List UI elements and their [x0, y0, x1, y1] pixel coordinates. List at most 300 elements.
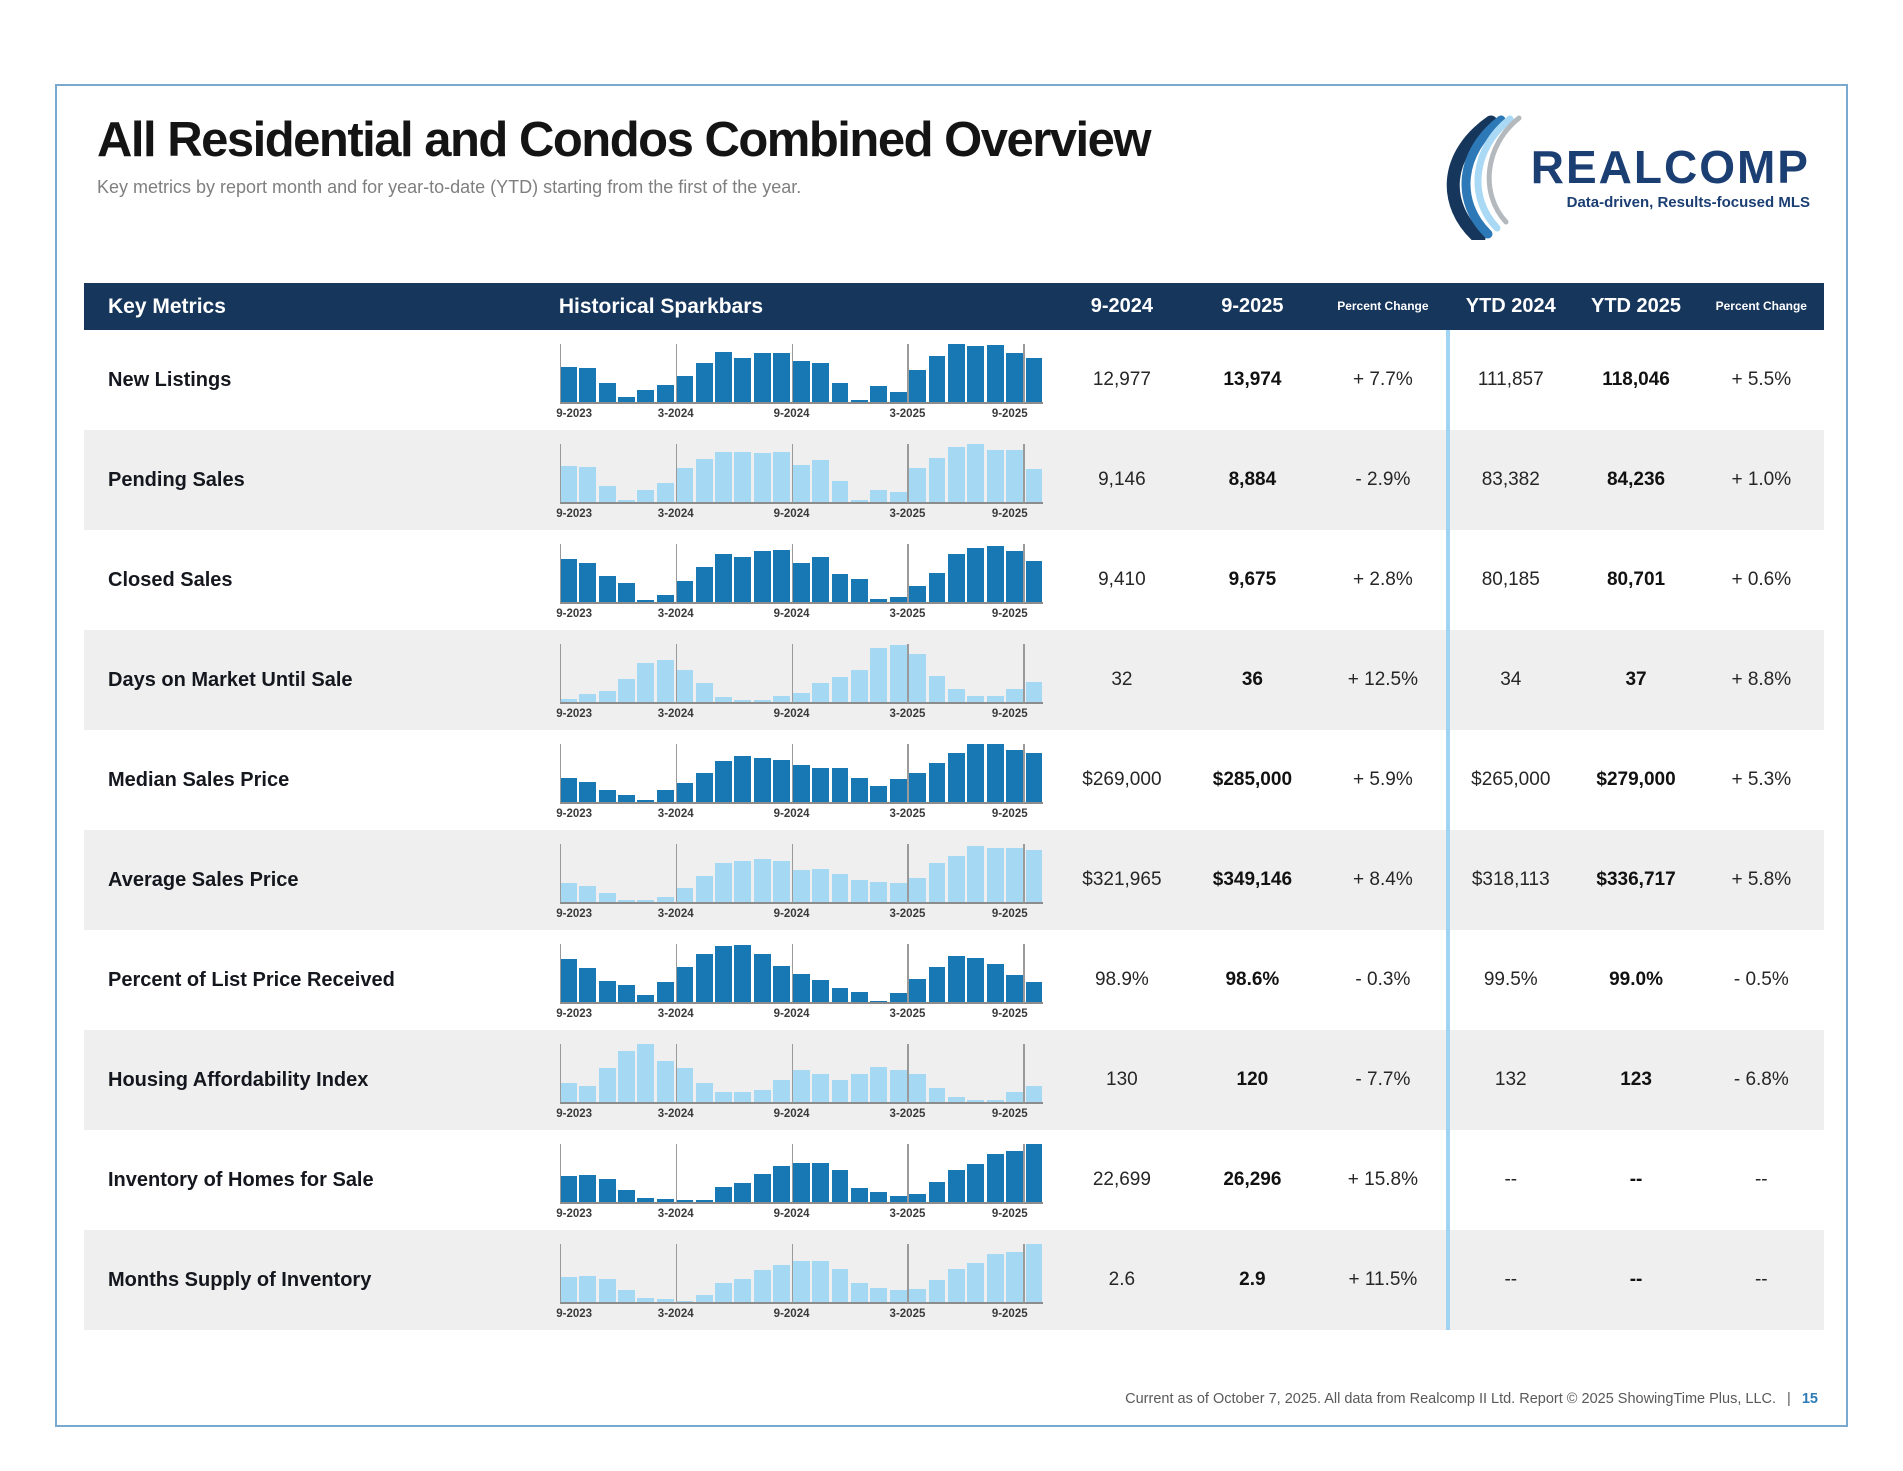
sparkbar-bar — [870, 1288, 887, 1303]
sparkbar-bar — [734, 452, 751, 502]
sparkbar-gridline — [792, 444, 794, 503]
sparkbar-bar — [734, 358, 751, 402]
sparkbar-bar — [657, 982, 674, 1002]
sparkbar-bar — [637, 600, 654, 602]
sparkbar-gridline — [1023, 644, 1025, 703]
table-body — [84, 330, 1824, 1330]
metric-label: Average Sales Price — [108, 868, 299, 891]
sparkbar-bar — [696, 773, 713, 802]
sparkbar-bar — [793, 1261, 810, 1302]
axis-tick-label: 3-2024 — [657, 808, 694, 820]
sparkbar-bar — [715, 946, 732, 1002]
sparkbar-bar — [637, 390, 654, 402]
sparkbar-bar — [948, 956, 965, 1002]
sparkbar-gridline — [676, 1144, 678, 1203]
sparkbar-bar — [870, 490, 887, 502]
table-row — [84, 830, 1824, 930]
sparkbar-bar — [1006, 353, 1023, 402]
sparkbar-bar — [1006, 750, 1023, 802]
header-percent-change: Percent Change — [1337, 298, 1429, 313]
sparkbar-bar — [560, 959, 577, 1003]
value-percent-change: - 7.7% — [1355, 1069, 1411, 1090]
sparkbar-bar — [812, 363, 829, 402]
value-9-2024: 9,146 — [1098, 469, 1146, 490]
sparkbar-bar — [579, 1276, 596, 1302]
value-9-2025: 13,974 — [1223, 369, 1282, 390]
sparkbar-gridline — [560, 944, 562, 1003]
sparkbar-gridline — [1023, 1244, 1025, 1303]
sparkbar-bar — [734, 1279, 751, 1302]
sparkbar-bar — [637, 663, 654, 702]
sparkbar-bar — [696, 1295, 713, 1302]
report-footer — [1125, 1391, 1818, 1407]
sparkbar-bar — [1006, 689, 1023, 702]
sparkbar-bar — [715, 1092, 732, 1102]
sparkbar-bar — [715, 863, 732, 902]
sparkbar-bar — [832, 768, 849, 802]
sparkbar-bar — [890, 597, 907, 602]
metric-label: Closed Sales — [108, 568, 233, 591]
sparkbar-bar — [890, 1290, 907, 1302]
sparkbar-bar — [967, 444, 984, 502]
axis-tick-label: 9-2025 — [991, 1208, 1028, 1220]
value-percent-change: - 2.9% — [1355, 469, 1411, 490]
sparkbar-bar — [851, 1074, 868, 1102]
sparkbar-gridline — [1023, 1144, 1025, 1203]
header-9-2024: 9-2024 — [1090, 295, 1154, 317]
sparkbar-bar — [773, 696, 790, 702]
sparkbar-bar — [560, 367, 577, 402]
sparkbar-bar — [599, 981, 616, 1002]
sparkbar-bar — [618, 795, 635, 802]
value-percent-change: + 8.4% — [1353, 869, 1413, 890]
value-ytd-percent-change: + 0.6% — [1731, 569, 1792, 590]
sparkbar-bar — [909, 1289, 926, 1302]
sparkbar-gridline — [1023, 1044, 1025, 1103]
sparkbar-bar — [832, 1269, 849, 1302]
sparkbar-bar — [812, 1163, 829, 1202]
sparkbar-bar — [734, 756, 751, 802]
value-ytd-2024: 99.5% — [1483, 969, 1538, 990]
sparkbar-axis-labels — [556, 408, 1043, 423]
sparkbar-bar — [793, 765, 810, 802]
sparkbar-bars — [560, 1144, 1043, 1202]
axis-tick-label: 9-2024 — [773, 1208, 810, 1220]
sparkbar-bar — [715, 452, 732, 502]
sparkbar-bar — [967, 1263, 984, 1302]
sparkbar-bar — [657, 483, 674, 502]
sparkbar-bars — [560, 844, 1043, 902]
value-ytd-percent-change: - 6.8% — [1733, 1069, 1789, 1090]
axis-tick-label: 9-2023 — [556, 1008, 593, 1020]
axis-tick-label: 3-2024 — [657, 908, 694, 920]
value-9-2025: $285,000 — [1212, 769, 1293, 790]
value-percent-change: + 2.8% — [1353, 569, 1413, 590]
sparkbar-bar — [657, 1061, 674, 1102]
sparkbar-bar — [773, 861, 790, 902]
sparkbar-bar — [1026, 982, 1043, 1002]
sparkbar-gridline — [792, 844, 794, 903]
sparkbar-bar — [754, 954, 771, 1002]
header-ytd-percent-change: Percent Change — [1715, 298, 1807, 313]
value-9-2024: 12,977 — [1092, 369, 1151, 390]
sparkbar-bar — [676, 670, 693, 702]
table-row — [84, 1130, 1824, 1230]
sparkbar-gridline — [560, 1144, 562, 1203]
sparkbar-gridline — [907, 1144, 909, 1203]
sparkbar-bar — [967, 958, 984, 1002]
sparkbar-bar — [851, 500, 868, 502]
sparkbar-bar — [618, 1190, 635, 1202]
sparkbar-bar — [560, 883, 577, 902]
sparkbar-bar — [773, 550, 790, 602]
sparkbar-chart — [547, 1130, 1057, 1230]
sparkbar-bar — [987, 1100, 1004, 1102]
footer-text: Current as of October 7, 2025. All data from Realcomp II Ltd. Report © 2025 ShowingTime Plus, LLC. — [1125, 1391, 1777, 1407]
sparkbar-bar — [696, 1083, 713, 1102]
axis-tick-label: 3-2024 — [657, 1108, 694, 1120]
axis-tick-label: 9-2024 — [773, 508, 810, 520]
axis-tick-label: 3-2025 — [889, 708, 926, 720]
sparkbar-bar — [909, 773, 926, 802]
axis-tick-label: 3-2024 — [657, 608, 694, 620]
sparkbar-bar — [832, 988, 849, 1003]
sparkbar-gridline — [560, 744, 562, 803]
sparkbar-gridline — [676, 944, 678, 1003]
sparkbar-gridline — [1023, 844, 1025, 903]
sparkbar-bar — [1006, 450, 1023, 502]
axis-tick-label: 9-2025 — [991, 1308, 1028, 1320]
sparkbar-bar — [696, 459, 713, 503]
sparkbar-bar — [599, 691, 616, 702]
axis-tick-label: 3-2024 — [657, 508, 694, 520]
sparkbar-bar — [773, 1080, 790, 1102]
sparkbar-bar — [1026, 1086, 1043, 1102]
sparkbar-bar — [734, 945, 751, 1002]
sparkbar-bar — [967, 1100, 984, 1102]
sparkbar-bar — [715, 554, 732, 602]
logo-swoosh-icon — [1431, 114, 1527, 240]
sparkbar-axis-labels — [556, 608, 1043, 623]
sparkbar-bar — [599, 383, 616, 402]
sparkbar-gridline — [560, 444, 562, 503]
sparkbar-bar — [987, 848, 1004, 902]
value-9-2024: 22,699 — [1092, 1169, 1151, 1190]
axis-tick-label: 3-2024 — [657, 1008, 694, 1020]
header-ytd-2025: YTD 2025 — [1591, 295, 1682, 317]
sparkbar-bar — [754, 758, 771, 802]
sparkbar-bar — [560, 1277, 577, 1302]
sparkbar-axis-labels — [556, 1208, 1043, 1223]
sparkbar-bar — [909, 979, 926, 1002]
value-percent-change: + 11.5% — [1348, 1269, 1418, 1290]
sparkbar-chart — [547, 630, 1057, 730]
sparkbar-bar — [832, 574, 849, 602]
sparkbar-bar — [637, 800, 654, 802]
sparkbar-bar — [793, 465, 810, 502]
sparkbar-bar — [967, 846, 984, 902]
sparkbar-bar — [890, 993, 907, 1002]
sparkbar-bar — [1026, 1144, 1043, 1202]
sparkbar-bar — [987, 964, 1004, 1002]
sparkbar-axis-labels — [556, 1108, 1043, 1123]
sparkbar-bar — [832, 874, 849, 902]
value-9-2025: $349,146 — [1212, 869, 1293, 890]
sparkbar-bar — [1006, 848, 1023, 902]
sparkbar-bar — [870, 386, 887, 402]
sparkbar-bar — [870, 786, 887, 802]
sparkbar-bar — [676, 967, 693, 1002]
sparkbar-bar — [948, 1269, 965, 1302]
sparkbar-axis-labels — [556, 908, 1043, 923]
sparkbar-bar — [754, 700, 771, 702]
axis-tick-label: 3-2025 — [889, 1308, 926, 1320]
value-ytd-2025: -- — [1629, 1169, 1643, 1190]
axis-tick-label: 9-2025 — [991, 508, 1028, 520]
table-row — [84, 530, 1824, 630]
sparkbar-gridline — [907, 944, 909, 1003]
axis-tick-label: 3-2025 — [889, 608, 926, 620]
metric-label: Median Sales Price — [108, 768, 290, 791]
axis-tick-label: 9-2024 — [773, 1008, 810, 1020]
sparkbar-gridline — [1023, 344, 1025, 403]
table-row — [84, 1230, 1824, 1330]
sparkbar-chart — [547, 830, 1057, 930]
value-ytd-2024: $318,113 — [1471, 869, 1550, 890]
sparkbar-gridline — [792, 1244, 794, 1303]
sparkbar-bar — [696, 683, 713, 702]
sparkbar-gridline — [907, 444, 909, 503]
sparkbar-bar — [870, 1192, 887, 1202]
value-9-2024: 9,410 — [1098, 569, 1146, 590]
sparkbar-bar — [618, 583, 635, 602]
sparkbar-bar — [773, 1265, 790, 1302]
sparkbar-axis-labels — [556, 1308, 1043, 1323]
sparkbar-bar — [929, 676, 946, 702]
sparkbar-bar — [948, 1097, 965, 1102]
sparkbar-gridline — [560, 1244, 562, 1303]
sparkbar-bar — [1026, 469, 1043, 502]
sparkbar-gridline — [1023, 944, 1025, 1003]
axis-tick-label: 9-2023 — [556, 1308, 593, 1320]
sparkbar-gridline — [676, 644, 678, 703]
sparkbar-axis-labels — [556, 508, 1043, 523]
sparkbar-bar — [734, 1092, 751, 1102]
value-ytd-2024: 34 — [1500, 669, 1522, 690]
axis-tick-label: 9-2025 — [991, 708, 1028, 720]
header-9-2025: 9-2025 — [1221, 295, 1284, 317]
sparkbar-bar — [987, 1154, 1004, 1202]
sparkbar-bar — [948, 689, 965, 702]
sparkbar-bar — [773, 452, 790, 502]
value-ytd-2024: -- — [1504, 1269, 1518, 1290]
sparkbar-bar — [793, 1070, 810, 1102]
axis-tick-label: 9-2025 — [991, 1008, 1028, 1020]
sparkbar-bar — [812, 460, 829, 502]
sparkbar-bar — [734, 557, 751, 602]
metric-label: Pending Sales — [108, 468, 245, 491]
sparkbar-bar — [618, 397, 635, 402]
value-9-2025: 9,675 — [1228, 569, 1277, 590]
value-9-2024: $269,000 — [1082, 769, 1162, 790]
sparkbar-bar — [870, 1001, 887, 1002]
value-ytd-percent-change: + 5.8% — [1731, 869, 1792, 890]
ytd-divider-line — [1446, 330, 1450, 1330]
sparkbar-bar — [657, 897, 674, 902]
value-ytd-2025: 80,701 — [1606, 569, 1666, 590]
logo-name: REALCOMP — [1530, 140, 1810, 193]
sparkbar-bar — [851, 579, 868, 602]
sparkbar-bar — [909, 1074, 926, 1102]
sparkbar-bar — [754, 353, 771, 402]
value-9-2024: $321,965 — [1082, 869, 1162, 890]
sparkbar-gridline — [560, 544, 562, 603]
sparkbar-bar — [948, 344, 965, 402]
axis-tick-label: 3-2024 — [657, 408, 694, 420]
sparkbar-bar — [579, 694, 596, 702]
sparkbar-axis-labels — [556, 708, 1043, 723]
sparkbar-bar — [773, 353, 790, 402]
footer-separator: | — [1787, 1391, 1791, 1407]
value-9-2025: 8,884 — [1228, 469, 1277, 490]
sparkbar-bar — [715, 761, 732, 802]
sparkbar-bar — [832, 1080, 849, 1102]
sparkbar-bar — [618, 1290, 635, 1302]
sparkbar-bar — [793, 693, 810, 702]
sparkbar-bar — [812, 1074, 829, 1102]
sparkbar-bar — [1026, 358, 1043, 402]
sparkbar-bar — [637, 1298, 654, 1302]
sparkbar-bar — [987, 345, 1004, 402]
sparkbar-chart — [547, 330, 1057, 430]
report-header — [57, 86, 1846, 240]
sparkbar-gridline — [1023, 444, 1025, 503]
table-row — [84, 330, 1824, 430]
sparkbar-bar — [579, 968, 596, 1002]
sparkbar-bar — [948, 1170, 965, 1202]
sparkbar-bar — [637, 900, 654, 902]
sparkbar-bar — [560, 1083, 577, 1102]
table-row — [84, 930, 1824, 1030]
sparkbar-bar — [987, 450, 1004, 502]
value-percent-change: + 5.9% — [1353, 769, 1413, 790]
sparkbar-gridline — [676, 844, 678, 903]
value-9-2024: 32 — [1111, 669, 1133, 690]
sparkbar-bars — [560, 944, 1043, 1002]
axis-tick-label: 9-2024 — [773, 1308, 810, 1320]
sparkbar-bar — [870, 882, 887, 902]
sparkbar-bar — [696, 954, 713, 1002]
sparkbar-bar — [851, 670, 868, 702]
axis-tick-label: 9-2024 — [773, 608, 810, 620]
axis-tick-label: 9-2023 — [556, 508, 593, 520]
sparkbar-bar — [851, 778, 868, 802]
value-percent-change: + 7.7% — [1353, 369, 1413, 390]
axis-tick-label: 9-2024 — [773, 1108, 810, 1120]
sparkbar-bar — [832, 481, 849, 502]
sparkbar-bar — [676, 468, 693, 502]
sparkbar-bar — [618, 900, 635, 902]
sparkbar-bar — [1026, 753, 1043, 802]
sparkbar-gridline — [1023, 544, 1025, 603]
sparkbar-bar — [676, 581, 693, 602]
axis-tick-label: 9-2023 — [556, 908, 593, 920]
sparkbar-bar — [832, 1170, 849, 1202]
value-ytd-2025: $279,000 — [1596, 769, 1676, 790]
sparkbar-bar — [1006, 551, 1023, 602]
sparkbar-bar — [812, 869, 829, 902]
value-9-2025: 120 — [1236, 1069, 1269, 1090]
sparkbar-bar — [637, 490, 654, 502]
sparkbar-bar — [929, 763, 946, 802]
sparkbar-bar — [793, 563, 810, 602]
sparkbar-bar — [909, 878, 926, 902]
sparkbar-bar — [657, 595, 674, 602]
value-9-2024: 130 — [1106, 1069, 1138, 1090]
sparkbar-bar — [948, 753, 965, 802]
value-ytd-percent-change: + 5.3% — [1731, 769, 1792, 790]
sparkbar-bar — [637, 995, 654, 1002]
value-ytd-percent-change: -- — [1754, 1269, 1768, 1290]
sparkbar-gridline — [907, 1244, 909, 1303]
sparkbar-bar — [754, 1270, 771, 1302]
sparkbar-bar — [851, 1188, 868, 1203]
sparkbar-bar — [929, 1182, 946, 1202]
sparkbar-axis-labels — [556, 1008, 1043, 1023]
sparkbar-bar — [599, 1279, 616, 1302]
sparkbar-bar — [987, 744, 1004, 802]
value-percent-change: + 12.5% — [1347, 669, 1419, 690]
axis-tick-label: 3-2025 — [889, 1008, 926, 1020]
sparkbar-gridline — [907, 544, 909, 603]
page-frame — [55, 84, 1848, 1427]
table-row — [84, 430, 1824, 530]
sparkbar-gridline — [1023, 744, 1025, 803]
axis-tick-label: 3-2025 — [889, 508, 926, 520]
sparkbar-bar — [715, 1283, 732, 1302]
sparkbar-bar — [754, 453, 771, 502]
sparkbar-bar — [1006, 1252, 1023, 1302]
sparkbar-bar — [793, 1163, 810, 1202]
sparkbar-gridline — [907, 1044, 909, 1103]
sparkbar-bar — [967, 1164, 984, 1202]
sparkbar-gridline — [560, 844, 562, 903]
sparkbar-bar — [890, 392, 907, 402]
sparkbar-bar — [890, 492, 907, 502]
sparkbar-gridline — [907, 644, 909, 703]
sparkbar-bar — [851, 400, 868, 402]
axis-tick-label: 9-2023 — [556, 608, 593, 620]
sparkbar-bar — [870, 1067, 887, 1102]
sparkbar-bar — [909, 1194, 926, 1202]
value-ytd-2024: 132 — [1494, 1069, 1527, 1090]
table-header-row — [84, 283, 1824, 330]
value-ytd-percent-change: + 5.5% — [1731, 369, 1792, 390]
sparkbar-bars — [560, 544, 1043, 602]
table-row — [84, 630, 1824, 730]
header-sparkbars: Historical Sparkbars — [558, 294, 764, 318]
sparkbar-bar — [579, 467, 596, 502]
metric-label: Housing Affordability Index — [108, 1068, 369, 1091]
axis-tick-label: 9-2023 — [556, 408, 593, 420]
value-ytd-2024: 80,185 — [1481, 569, 1540, 590]
axis-tick-label: 3-2024 — [657, 1208, 694, 1220]
sparkbar-bar — [967, 744, 984, 802]
sparkbar-bar — [676, 1068, 693, 1102]
value-ytd-2025: $336,717 — [1596, 869, 1676, 890]
sparkbar-bar — [929, 1280, 946, 1302]
sparkbar-bar — [967, 696, 984, 702]
